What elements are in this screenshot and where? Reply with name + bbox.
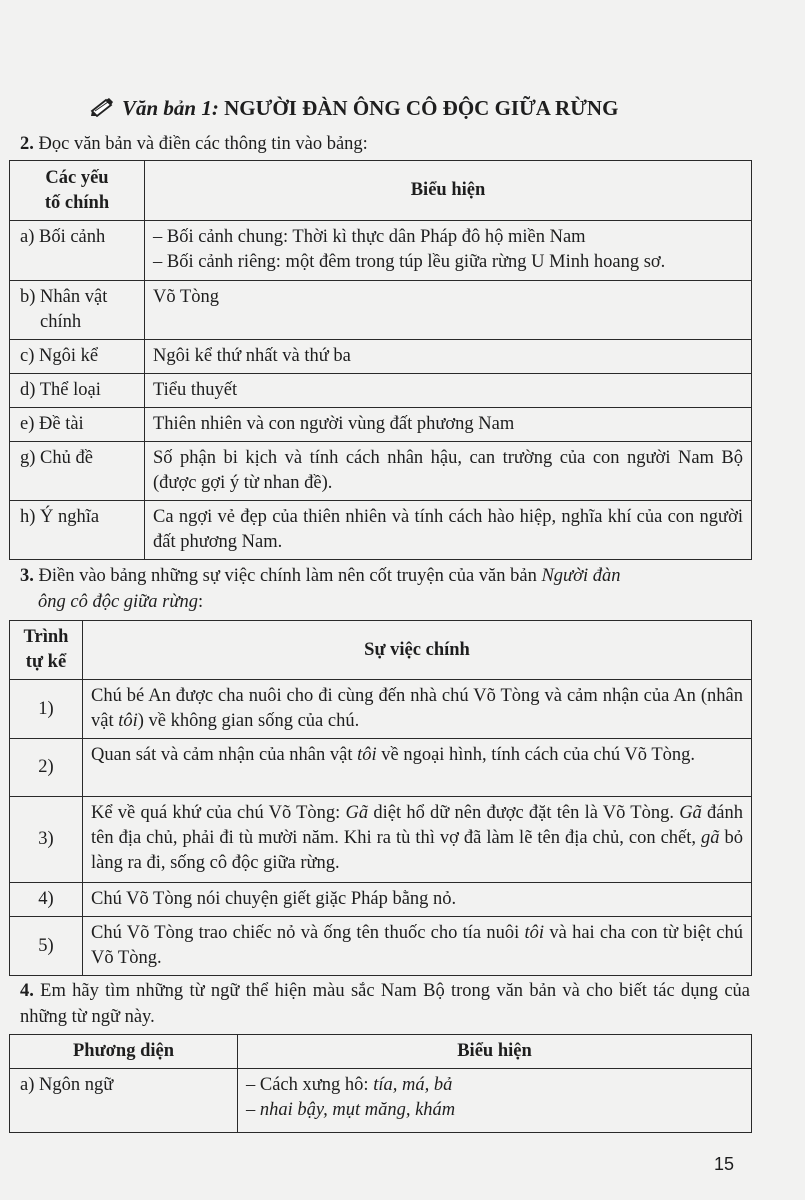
row-label: e) Đề tài — [10, 408, 145, 442]
row-value: Võ Tòng — [145, 281, 752, 340]
table-header-cell: Sự việc chính — [83, 621, 752, 680]
work-title: Người đàn — [541, 566, 621, 586]
row-label: g) Chủ đề — [10, 442, 145, 501]
value-line — [246, 1073, 743, 1098]
row-value: Số phận bi kịch và tính cách nhân hậu, can trường của con người Nam Bộ (được gợi ý từ nhan đề). — [145, 442, 752, 501]
row-value: Ngôi kể thứ nhất và thứ ba — [145, 340, 752, 374]
text: Chú Võ Tòng trao chiếc nỏ và ống tên thuốc cho tía nuôi — [91, 923, 525, 943]
question-number: 3. — [20, 566, 34, 586]
table-row — [10, 680, 752, 739]
question-number: 2. — [20, 134, 34, 154]
text-italic: tôi — [357, 745, 377, 765]
row-value — [238, 1069, 752, 1133]
events-table — [9, 620, 752, 976]
table-row — [10, 917, 752, 976]
aspects-table — [9, 1034, 752, 1133]
question-3 — [20, 563, 750, 615]
elements-table — [9, 160, 752, 560]
row-value — [83, 680, 752, 739]
text: ) về không gian sống của chú. — [137, 711, 360, 731]
row-order: 4) — [10, 883, 83, 917]
row-value — [83, 739, 752, 797]
text: bỏ làng ra đi, sống cô độc giữa rừng. — [91, 828, 744, 873]
value-line: – Bối cảnh chung: Thời kì thực dân Pháp đô hộ miền Nam — [153, 227, 586, 247]
table-header-cell: Biểu hiện — [145, 161, 752, 221]
row-value: Thiên nhiên và con người vùng đất phương Nam — [145, 408, 752, 442]
row-order: 3) — [10, 797, 83, 883]
row-value — [83, 917, 752, 976]
row-label: h) Ý nghĩa — [10, 501, 145, 560]
table-row — [10, 408, 752, 442]
table-header-cell: Biểu hiện — [238, 1035, 752, 1069]
question-text: Em hãy tìm những từ ngữ thể hiện màu sắc Nam Bộ trong văn bản và cho biết tác dụng của những từ ngữ này. — [20, 981, 750, 1027]
heading-title: NGƯỜI ĐÀN ÔNG CÔ ĐỘC GIỮA RỪNG — [224, 96, 619, 120]
text-italic: tôi — [524, 923, 545, 943]
table-row — [10, 374, 752, 408]
header-line: tố chính — [44, 192, 110, 213]
label-line: chính — [40, 312, 82, 332]
text: – Cách xưng hô: — [246, 1075, 374, 1095]
row-value: Ca ngợi vẻ đẹp của thiên nhiên và tính cách hào hiệp, nghĩa khí của con người đất phương Nam. — [145, 501, 752, 560]
table-row — [10, 739, 752, 797]
question-4 — [20, 978, 750, 1030]
header-line: Các yếu — [45, 167, 109, 188]
row-label: a) Ngôn ngữ — [10, 1069, 238, 1133]
header-line: Trình — [23, 627, 69, 647]
table-row — [10, 221, 752, 281]
question-number: 4. — [20, 981, 34, 1001]
text: – — [246, 1100, 260, 1120]
table-row — [10, 797, 752, 883]
work-title: ông cô độc giữa rừng — [38, 592, 198, 612]
text: Chú bé An được cha nuôi cho đi cùng đến nhà chú Võ Tòng và cảm nhận của An (nhân vật — [91, 686, 743, 731]
question-text: Đọc văn bản và điền các thông tin vào bảng: — [38, 134, 368, 154]
table-header-cell — [10, 621, 83, 680]
text-italic: Gã — [345, 803, 369, 823]
table-header-cell — [10, 161, 145, 221]
table-row — [10, 501, 752, 560]
text-italic: tôi — [118, 711, 138, 731]
row-label: c) Ngôi kể — [10, 340, 145, 374]
text: và hai cha con từ biệt chú Võ Tòng. — [91, 923, 743, 968]
table-row — [10, 883, 752, 917]
text: Quan sát và cảm nhận của nhân vật — [91, 745, 358, 765]
text: đánh tên địa chủ, phải đi tù mười năm. Khi ra tù thì vợ đã làm lẽ tên địa chủ, con chết, — [91, 803, 743, 848]
row-label: d) Thể loại — [10, 374, 145, 408]
row-label — [10, 281, 145, 340]
label-line: b) Nhân vật — [20, 287, 108, 307]
section-heading — [90, 96, 730, 123]
pencil-icon — [90, 97, 118, 123]
question-2 — [20, 131, 368, 157]
table-header-cell: Phương diện — [10, 1035, 238, 1069]
page-number: 15 — [714, 1154, 735, 1174]
heading-label: Văn bản 1: — [122, 96, 219, 120]
text-italic: Gã — [679, 803, 702, 823]
question-text: Điền vào bảng những sự việc chính làm nên cốt truyện của văn bản — [38, 566, 537, 586]
text: Kể về quá khứ của chú Võ Tòng: — [91, 803, 346, 823]
text: về ngoại hình, tính cách của chú Võ Tòng. — [376, 745, 695, 765]
table-row — [10, 281, 752, 340]
row-order: 2) — [10, 739, 83, 797]
text-italic: nhai bậy, mụt măng, khám — [259, 1100, 456, 1120]
text: diệt hổ dữ nên được đặt tên là Võ Tòng. — [368, 803, 680, 823]
table-row — [10, 442, 752, 501]
row-label: a) Bối cảnh — [10, 221, 145, 281]
table-row — [10, 340, 752, 374]
row-value — [145, 221, 752, 281]
row-order: 1) — [10, 680, 83, 739]
row-value: Chú Võ Tòng nói chuyện giết giặc Pháp bằng nỏ. — [83, 883, 752, 917]
table-row — [10, 1069, 752, 1133]
colon: : — [197, 592, 204, 612]
text-italic: tía, má, bả — [373, 1075, 453, 1095]
value-line: – Bối cảnh riêng: một đêm trong túp lều giữa rừng U Minh hoang sơ. — [153, 252, 666, 272]
header-line: tự kể — [25, 652, 67, 672]
row-order: 5) — [10, 917, 83, 976]
text-italic: gã — [701, 828, 720, 848]
value-line — [246, 1098, 743, 1123]
row-value — [83, 797, 752, 883]
row-value: Tiểu thuyết — [145, 374, 752, 408]
